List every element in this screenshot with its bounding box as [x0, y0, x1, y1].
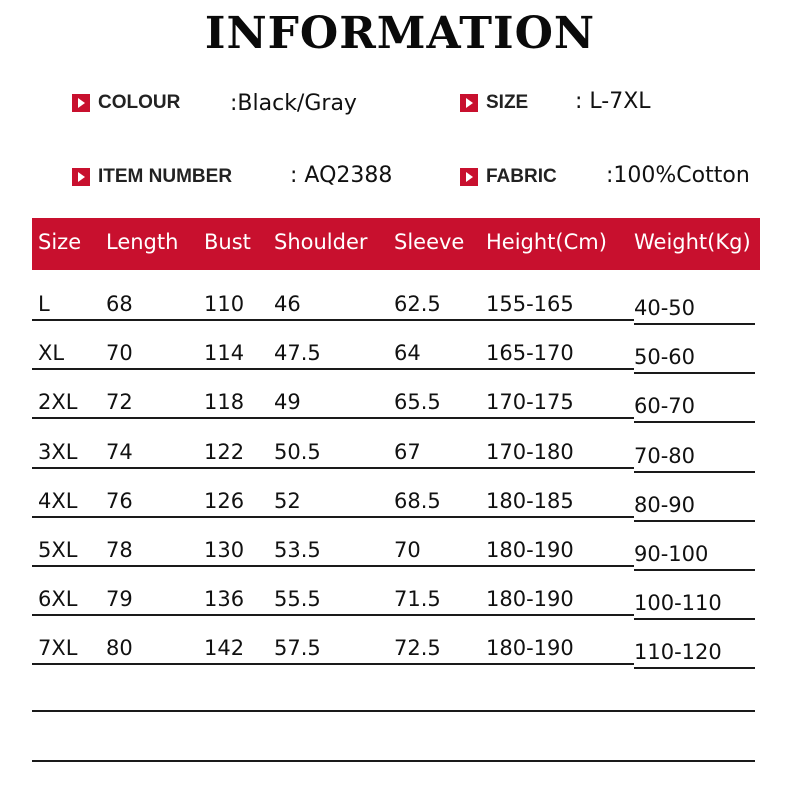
row-divider — [634, 372, 755, 374]
table-cell-bust: 136 — [204, 587, 245, 612]
row-divider — [102, 663, 634, 665]
row-divider — [102, 467, 634, 469]
info-label-item-number: ITEM NUMBER — [98, 166, 233, 187]
table-cell-weight: 100-110 — [634, 591, 722, 616]
row-divider — [32, 663, 102, 665]
table-cell-length: 79 — [106, 587, 133, 612]
table-cell-weight: 50-60 — [634, 345, 696, 370]
row-divider — [32, 319, 102, 321]
table-cell-shoulder: 46 — [274, 292, 301, 316]
table-cell-weight: 110-120 — [634, 640, 722, 665]
table-cell-size: 4XL — [38, 488, 78, 513]
table-cell-shoulder: 50.5 — [274, 439, 321, 464]
column-header-height: Height(Cm) — [486, 230, 607, 254]
table-cell-height: 180-190 — [486, 538, 574, 562]
table-cell-height: 180-190 — [486, 636, 574, 661]
play-arrow-icon — [72, 168, 90, 186]
table-cell-height: 155-165 — [486, 292, 574, 316]
column-header-bust: Bust — [204, 230, 251, 254]
row-divider — [634, 569, 755, 571]
row-divider — [102, 614, 634, 616]
table-cell-length: 72 — [106, 390, 133, 415]
table-cell-shoulder: 47.5 — [274, 341, 321, 366]
table-cell-size: L — [38, 292, 50, 316]
table-cell-weight: 60-70 — [634, 394, 696, 419]
row-divider — [102, 516, 634, 518]
table-cell-size: 5XL — [38, 538, 78, 562]
table-cell-bust: 126 — [204, 488, 245, 513]
row-divider — [32, 760, 755, 762]
play-arrow-icon — [72, 94, 90, 112]
play-arrow-icon — [460, 168, 478, 186]
info-value-fabric: :100%Cotton — [606, 163, 750, 188]
row-divider — [32, 710, 755, 712]
row-divider — [634, 471, 755, 473]
row-divider — [32, 565, 102, 567]
table-cell-length: 80 — [106, 636, 133, 661]
table-cell-bust: 142 — [204, 636, 245, 661]
table-cell-weight: 80-90 — [634, 492, 696, 517]
table-cell-shoulder: 49 — [274, 390, 301, 415]
table-cell-length: 74 — [106, 439, 133, 464]
row-divider — [102, 417, 634, 419]
info-label-colour: COLOUR — [98, 92, 181, 113]
row-divider — [32, 467, 102, 469]
table-cell-shoulder: 52 — [274, 488, 301, 513]
table-cell-sleeve: 68.5 — [394, 488, 441, 513]
table-cell-weight: 90-100 — [634, 542, 709, 566]
table-cell-size: 7XL — [38, 636, 78, 661]
table-cell-sleeve: 64 — [394, 341, 421, 366]
table-cell-length: 78 — [106, 538, 133, 562]
table-cell-sleeve: 65.5 — [394, 390, 441, 415]
row-divider — [32, 614, 102, 616]
row-divider — [102, 319, 634, 321]
table-cell-height: 165-170 — [486, 341, 574, 366]
row-divider — [32, 516, 102, 518]
info-colour — [72, 92, 180, 114]
play-arrow-icon — [460, 94, 478, 112]
column-header-sleeve: Sleeve — [394, 230, 465, 254]
row-divider — [634, 618, 755, 620]
info-value-colour: :Black/Gray — [230, 91, 357, 116]
table-cell-shoulder: 57.5 — [274, 636, 321, 661]
table-cell-length: 68 — [106, 292, 133, 316]
row-divider — [102, 368, 634, 370]
info-item-number — [72, 166, 232, 188]
table-cell-height: 180-190 — [486, 587, 574, 612]
table-cell-sleeve: 67 — [394, 439, 421, 464]
info-size — [460, 92, 528, 114]
row-divider — [634, 667, 755, 669]
table-cell-height: 180-185 — [486, 488, 574, 513]
table-cell-size: 6XL — [38, 587, 78, 612]
table-cell-weight: 70-80 — [634, 443, 696, 468]
row-divider — [32, 368, 102, 370]
column-header-length: Length — [106, 230, 179, 254]
table-cell-length: 76 — [106, 488, 133, 513]
table-cell-sleeve: 62.5 — [394, 292, 441, 316]
table-cell-size: 3XL — [38, 439, 78, 464]
table-cell-bust: 114 — [204, 341, 245, 366]
table-cell-size: XL — [38, 341, 65, 366]
row-divider — [634, 323, 755, 325]
column-header-weight: Weight(Kg) — [634, 230, 751, 254]
info-fabric — [460, 166, 557, 188]
table-cell-bust: 110 — [204, 292, 245, 316]
table-cell-weight: 40-50 — [634, 296, 696, 320]
table-cell-sleeve: 70 — [394, 538, 421, 562]
table-cell-sleeve: 72.5 — [394, 636, 441, 661]
table-cell-bust: 122 — [204, 439, 245, 464]
table-cell-bust: 130 — [204, 538, 245, 562]
column-header-shoulder: Shoulder — [274, 230, 368, 254]
table-cell-height: 170-180 — [486, 439, 574, 464]
table-cell-bust: 118 — [204, 390, 245, 415]
row-divider — [634, 520, 755, 522]
info-value-size: : L-7XL — [575, 89, 651, 114]
row-divider — [102, 565, 634, 567]
table-cell-sleeve: 71.5 — [394, 587, 441, 612]
table-cell-length: 70 — [106, 341, 133, 366]
row-divider — [32, 417, 102, 419]
row-divider — [634, 421, 755, 423]
table-cell-height: 170-175 — [486, 390, 574, 415]
table-cell-size: 2XL — [38, 390, 78, 415]
page-title: INFORMATION — [204, 8, 596, 59]
info-value-item-number: : AQ2388 — [290, 163, 393, 188]
table-cell-shoulder: 55.5 — [274, 587, 321, 612]
info-label-fabric: FABRIC — [486, 166, 557, 187]
table-cell-shoulder: 53.5 — [274, 538, 321, 562]
column-header-size: Size — [38, 230, 82, 254]
info-label-size: SIZE — [486, 92, 529, 113]
